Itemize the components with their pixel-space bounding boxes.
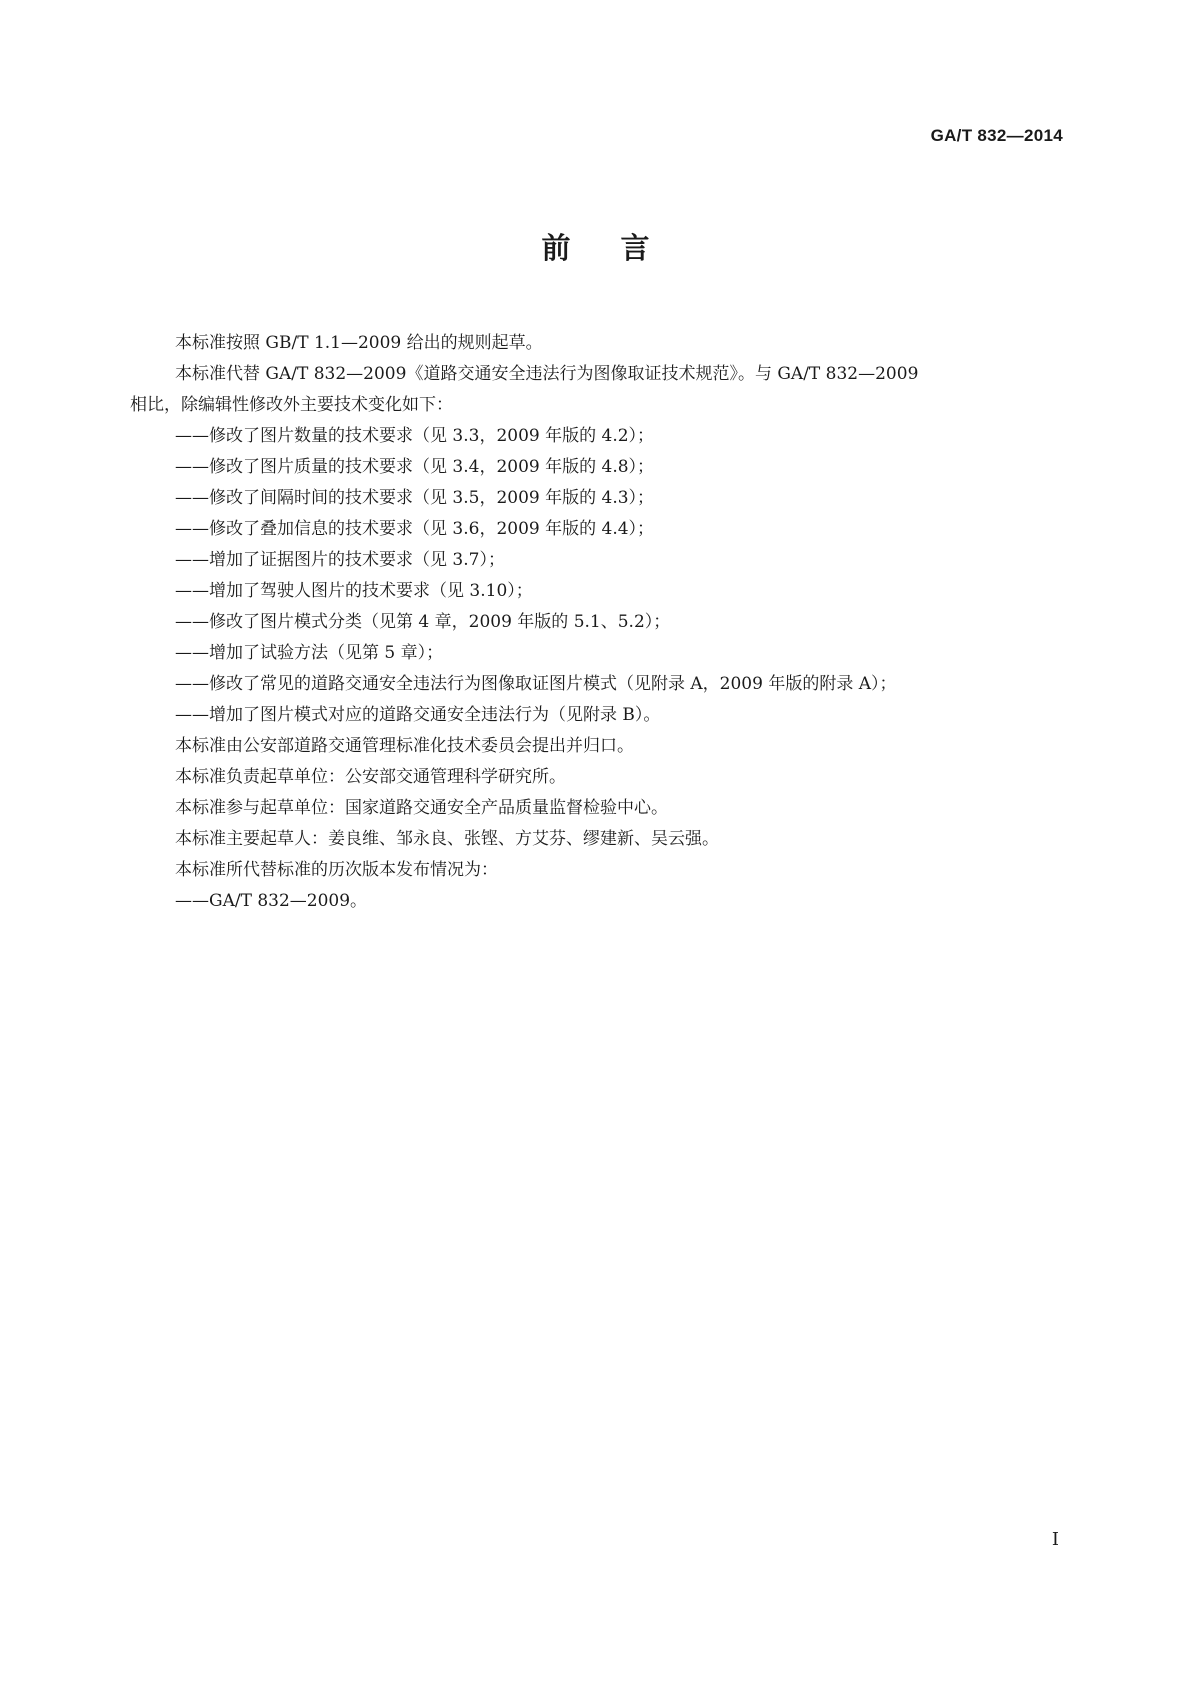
change-item: ——修改了图片质量的技术要求（见 3.4，2009 年版的 4.8）； (175, 457, 655, 477)
change-item: ——增加了驾驶人图片的技术要求（见 3.10）； (175, 581, 533, 601)
history-item: ——GA/T 832—2009。 (175, 891, 368, 911)
paragraph-drafters: 本标准主要起草人：姜良维、邹永良、张铿、方艾芬、缪建新、吴云强。 (175, 829, 719, 849)
change-item: ——修改了间隔时间的技术要求（见 3.5，2009 年版的 4.3）； (175, 488, 655, 508)
paragraph-proposer: 本标准由公安部道路交通管理标准化技术委员会提出并归口。 (175, 736, 634, 756)
change-item: ——修改了图片数量的技术要求（见 3.3，2009 年版的 4.2）； (175, 426, 655, 446)
paragraph-participating-unit: 本标准参与起草单位：国家道路交通安全产品质量监督检验中心。 (175, 798, 668, 818)
paragraph-drafting-rules: 本标准按照 GB/T 1.1—2009 给出的规则起草。 (175, 333, 543, 353)
change-item: ——修改了图片模式分类（见第 4 章，2009 年版的 5.1、5.2）； (175, 612, 671, 632)
standard-code: GA/T 832—2014 (930, 126, 1063, 145)
paragraph-replaces-line1: 本标准代替 GA/T 832—2009《道路交通安全违法行为图像取证技术规范》。与 GA/T 832—2009 (175, 364, 919, 384)
change-item: ——增加了证据图片的技术要求（见 3.7）； (175, 550, 505, 570)
change-item: ——修改了常见的道路交通安全违法行为图像取证图片模式（见附录 A，2009 年版的附录 A）； (175, 674, 897, 694)
page-title: 前言 (541, 231, 700, 265)
paragraph-history-intro: 本标准所代替标准的历次版本发布情况为： (175, 860, 498, 880)
paragraph-responsible-unit: 本标准负责起草单位：公安部交通管理科学研究所。 (175, 767, 566, 787)
foreword-body (130, 328, 1062, 917)
paragraph-replaces-line2: 相比，除编辑性修改外主要技术变化如下： (130, 395, 453, 415)
change-item: ——增加了图片模式对应的道路交通安全违法行为（见附录 B）。 (175, 705, 661, 725)
change-item: ——修改了叠加信息的技术要求（见 3.6，2009 年版的 4.4）； (175, 519, 655, 539)
change-item: ——增加了试验方法（见第 5 章）； (175, 643, 444, 663)
page-number: I (1051, 1529, 1059, 1550)
